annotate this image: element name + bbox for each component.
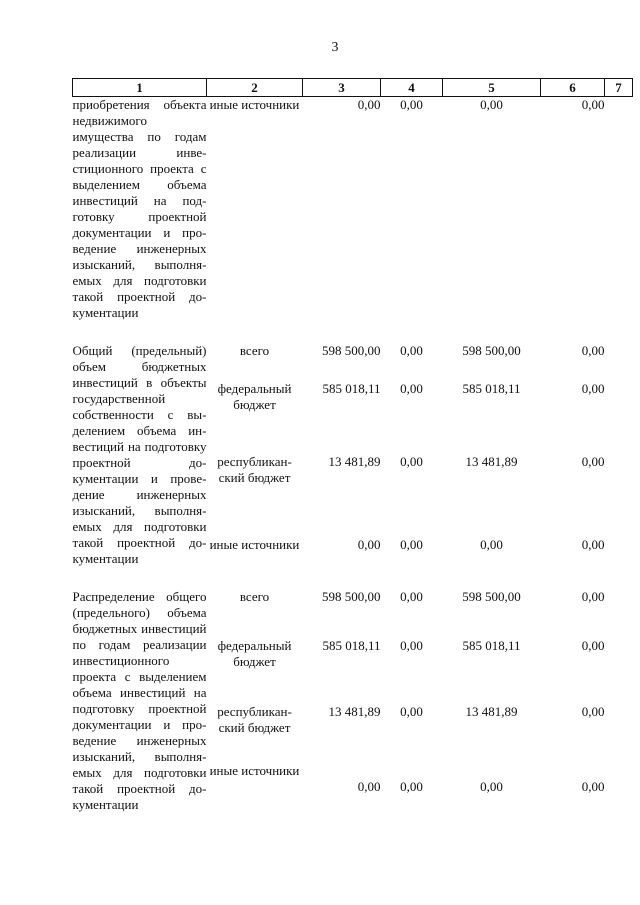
value-col-5: 598 500,00 <box>462 343 521 358</box>
value-col-5: 13 481,89 <box>465 453 518 469</box>
column-header-1: 1 <box>73 79 207 97</box>
value-col-6: 0,00 <box>581 703 605 719</box>
block-spacer <box>73 321 633 343</box>
column-header-2: 2 <box>207 79 303 97</box>
funding-source: всего <box>239 589 270 604</box>
value-col-6: 0,00 <box>581 779 605 795</box>
row-description: приобретения объекта недвижимого имущества по годам реализации инвестиционного проекта с выделением объема инвестиций на подготовку проектной документации и проведение инженерных изысканий, выполняемых для подготовки такой проектной документации <box>72 97 207 320</box>
value-col-7 <box>605 589 633 614</box>
value-col-6: 0,00 <box>581 343 605 358</box>
table-block-property-acquisition <box>73 97 633 322</box>
funding-source: республиканский бюджет <box>217 453 292 485</box>
value-col-5: 13 481,89 <box>465 703 518 719</box>
value-col-4: 0,00 <box>400 343 423 358</box>
investment-table <box>72 78 633 813</box>
block-spacer <box>73 567 633 589</box>
value-col-4: 0,00 <box>400 589 423 604</box>
value-col-5: 0,00 <box>480 537 503 553</box>
column-header-7: 7 <box>605 79 633 97</box>
value-col-6: 0,00 <box>581 380 605 396</box>
funding-source: иные источники <box>209 537 300 553</box>
table-row <box>73 97 633 322</box>
value-col-3: 598 500,00 <box>322 589 381 604</box>
value-col-3: 0,00 <box>357 779 381 795</box>
value-col-3: 0,00 <box>357 537 381 553</box>
value-col-4: 0,00 <box>400 97 423 112</box>
column-header-5: 5 <box>443 79 541 97</box>
value-col-3: 585 018,11 <box>322 380 381 396</box>
header-row <box>73 79 633 97</box>
table-row <box>73 589 633 614</box>
value-col-3: 13 481,89 <box>328 703 381 719</box>
value-col-5: 585 018,11 <box>462 637 521 653</box>
funding-source: федеральный бюджет <box>217 380 292 412</box>
value-col-4: 0,00 <box>400 537 423 553</box>
value-col-7 <box>605 638 633 688</box>
value-col-5: 598 500,00 <box>462 589 521 604</box>
funding-source: республиканский бюджет <box>217 703 292 735</box>
value-col-7 <box>605 343 633 373</box>
value-col-3: 598 500,00 <box>322 343 381 358</box>
table-block-investment-distribution <box>73 589 633 813</box>
value-col-6: 0,00 <box>581 97 605 112</box>
value-col-7 <box>605 454 633 513</box>
value-col-5: 0,00 <box>480 97 503 112</box>
column-header-6: 6 <box>541 79 605 97</box>
value-col-6: 0,00 <box>581 637 605 653</box>
value-col-7 <box>605 537 633 567</box>
value-col-4: 0,00 <box>400 453 423 469</box>
value-col-4: 0,00 <box>400 380 423 396</box>
value-col-3: 0,00 <box>357 97 381 112</box>
funding-source: иные источники <box>209 763 300 779</box>
value-col-4: 0,00 <box>400 703 423 719</box>
value-col-4: 0,00 <box>400 637 423 653</box>
value-col-7 <box>605 381 633 440</box>
funding-source: федеральный бюджет <box>217 637 292 669</box>
table-block-total-investment <box>73 343 633 567</box>
value-col-6: 0,00 <box>581 589 605 604</box>
value-col-3: 585 018,11 <box>322 637 381 653</box>
column-header-4: 4 <box>381 79 443 97</box>
table-header <box>73 79 633 97</box>
value-col-3: 13 481,89 <box>328 453 381 469</box>
value-col-6: 0,00 <box>581 453 605 469</box>
table-row <box>73 343 633 373</box>
column-header-3: 3 <box>303 79 381 97</box>
value-col-5: 585 018,11 <box>462 380 521 396</box>
value-col-7 <box>605 763 633 813</box>
value-col-5: 0,00 <box>480 779 503 795</box>
value-col-7 <box>605 704 633 754</box>
value-col-4: 0,00 <box>400 779 423 795</box>
row-description: Общий (предельный) объем бюджетных инвестиций в объекты государственной собственности с выделением объема инвестиций на подготовку проектной документации и проведение инженерных изысканий, выполняемых для подготовки такой проектной документации <box>72 343 207 566</box>
page-number: 3 <box>331 40 339 55</box>
funding-source: иные источники <box>209 97 300 112</box>
value-col-7 <box>605 97 633 322</box>
value-col-6: 0,00 <box>581 537 605 553</box>
funding-source: всего <box>239 343 270 358</box>
row-description: Распределение общего (предельного) объема бюджетных инвестиций по годам реализации инвестиционного проекта с выделением объема инвестиций на подготовку проектной документации и проведение инженерных изысканий, выполняемых для подготовки такой проектной документации <box>72 589 207 812</box>
